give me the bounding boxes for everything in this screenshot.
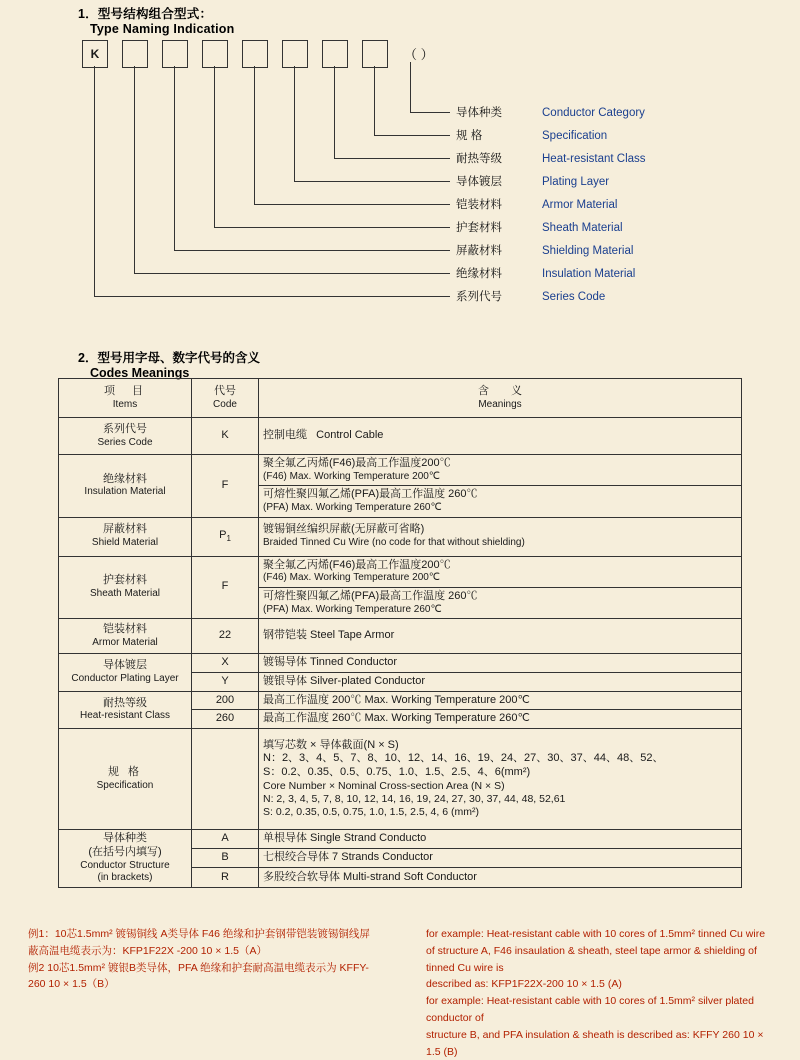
leader-hline-heat-class [334,158,450,159]
table-row [59,455,742,486]
note-en-line-1: for example: Heat-resistant cable with 10 cores of 1.5mm² tinned Cu wire [426,928,766,940]
row-insulation-item-en: Insulation Material [84,486,166,498]
row-heat-meaning-1: 最高工作温度 200℃ Max. Working Temperature 200℃ [259,691,742,710]
row-sheath-code: F [192,556,259,619]
legend-shielding-material-en: Shielding Material [542,245,634,257]
header-meanings-cn: 含 义 [478,384,522,397]
row-shield-item-cn: 屏蔽材料 [103,523,147,536]
row-series-code-item-en: Series Code [97,436,153,448]
row-armor-item-cn: 铠装材料 [103,622,147,635]
table-row [59,654,742,673]
row-spec-code [192,729,259,830]
code-box-shielding [162,40,188,68]
row-heat-item-cn: 耐热等级 [103,696,147,709]
legend-series-code [456,288,605,304]
header-items-cn: 项 目 [104,384,146,397]
row-sheath-meaning-1 [259,556,742,587]
row-series-code-meaning-en: Control Cable [316,429,384,442]
legend-armor-material-en: Armor Material [542,199,618,211]
leader-hline-sheath [214,227,450,228]
legend-insulation-material-cn: 绝缘材料 [456,268,502,280]
legend-insulation-material-en: Insulation Material [542,268,636,280]
leader-hline-conductor [410,112,450,113]
code-box-heat-class [322,40,348,68]
row-series-code-item-cn: 系列代号 [103,422,147,435]
row-plating-meaning-1: 镀锡导体 Tinned Conductor [259,654,742,673]
section1-title-cn: 型号结构组合型式： [97,7,213,21]
table-row [59,691,742,710]
header-meanings [259,379,742,418]
row-sheath-meaning-2-en: (PFA) Max. Working Temperature 260℃ [263,603,442,615]
leader-hline-armor [254,204,450,205]
legend-sheath-material-cn: 护套材料 [456,222,502,234]
header-items [59,379,192,418]
row-armor-meaning: 钢带铠装 Steel Tape Armor [259,619,742,654]
row-armor-code: 22 [192,619,259,654]
row-spec-item [59,729,192,830]
leader-hline-insulation [134,273,450,274]
code-box-series: K [82,40,108,68]
row-shield-code-subscript: 1 [226,534,231,544]
row-insulation-meaning-2-en: (PFA) Max. Working Temperature 260℃ [263,502,442,513]
code-box-armor [242,40,268,68]
row-conductor-item [59,830,192,888]
table-row [59,830,742,849]
row-insulation-code: F [192,455,259,518]
spec-line-2: N：2、3、4、5、7、8、10、12、14、16、19、24、27、30、37、44、48、52、 [263,752,664,765]
row-heat-code-1: 200 [192,691,259,710]
row-shield-code: $P_1$ [192,517,259,556]
row-conductor-code-2: B [192,849,259,868]
leader-vline-specification [374,66,375,135]
row-armor-item-en: Armor Material [92,636,158,648]
legend-series-code-en: Series Code [542,291,606,303]
row-plating-code-1: X [192,654,259,673]
legend-insulation-material [456,265,635,281]
table-header-row [59,379,742,418]
example-notes-cn [28,926,418,993]
row-plating-item-en: Conductor Plating Layer [71,672,179,684]
legend-conductor-category-en: Conductor Category [542,107,645,119]
section2-title-cn: 型号用字母、数字代号的含义 [97,351,260,365]
leader-vline-conductor [410,62,411,112]
header-items-en: Items [112,398,138,410]
row-plating-item [59,654,192,692]
header-code [192,379,259,418]
legend-series-code-cn: 系列代号 [456,291,502,303]
note-en-line-3: described as: KFP1F22X-200 10 × 1.5 (A) [426,978,622,991]
row-sheath-meaning-2-cn: 可熔性聚四氟乙烯(PFA)最高工作温度 260℃ [263,589,478,602]
table-row [59,418,742,455]
section2-number: 2． [78,351,98,365]
legend-conductor-category [456,104,645,120]
row-shield-meaning-en: Braided Tinned Cu Wire (no code for that without shielding) [263,537,525,549]
row-conductor-meaning-2: 七根绞合导体 7 Strands Conductor [259,849,742,868]
legend-specification-cn: 规 格 [456,130,483,142]
row-shield-item-en: Shield Material [91,537,159,549]
row-conductor-item-en: Conductor Structure [80,859,170,871]
row-shield-meaning-cn: 镀锡铜丝编织屏蔽(无屏蔽可省略) [263,523,425,536]
note-en-line-2: of structure A, F46 insaulation & sheath, steel tape armor & shielding of tinned Cu wire is [426,944,757,974]
row-insulation-item-cn: 绝缘材料 [103,472,147,485]
code-box-sheath [202,40,228,68]
header-code-cn: 代号 [214,384,236,397]
spec-line-3: S：0.2、0.35、0.5、0.75、1.0、1.5、2.5、4、6(mm²) [263,766,531,779]
row-conductor-code-1: A [192,830,259,849]
section2-title-en: Codes Meanings [90,366,190,380]
leader-vline-sheath [214,66,215,227]
row-series-code-meaning-cn: 控制电缆 [263,429,307,442]
header-code-en: Code [213,398,237,410]
row-sheath-meaning-2 [259,587,742,618]
legend-shielding-material-cn: 屏蔽材料 [456,245,502,257]
row-insulation-meaning-2 [259,486,742,517]
legend-armor-material-cn: 铠装材料 [456,199,502,211]
row-insulation-meaning-1-cn: 聚全氟乙丙烯(F46)最高工作温度200℃ [263,457,451,469]
legend-plating-layer-cn: 导体镀层 [456,176,502,188]
header-meanings-en: Meanings [478,398,522,410]
row-spec-item-cn: 规 格 [107,765,143,778]
leader-vline-heat-class [334,66,335,158]
code-box-plating [282,40,308,68]
row-plating-meaning-2: 镀银导体 Silver-plated Conductor [259,672,742,691]
row-insulation-meaning-2-cn: 可熔性聚四氟乙烯(PFA)最高工作温度 260℃ [263,488,478,501]
row-spec-item-en: Specification [96,779,154,791]
row-conductor-meaning-1: 单根导体 Single Strand Conducto [259,830,742,849]
table-row [59,517,742,556]
code-box-specification [362,40,388,68]
row-conductor-item-cn: 导体种类 [103,832,147,844]
row-heat-code-2: 260 [192,710,259,729]
spec-line-4: Core Number × Nominal Cross-section Area (N × S) [263,779,505,792]
legend-specification [456,127,607,143]
section2-title [78,348,260,380]
note-cn-line-1: 例1：10芯1.5mm² 镀锡铜线 A类导体 F46 绝缘和护套钢带铠装镀锡铜线屏 [28,928,370,940]
leader-vline-insulation [134,66,135,273]
codes-meanings-table [58,378,742,888]
legend-sheath-material [456,219,623,235]
legend-heat-class [456,150,646,166]
note-cn-line-3: 例2 10芯1.5mm² 镀银B类导体，PFA 绝缘和护套耐高温电缆表示为 KFFY- [28,961,369,974]
spec-line-5: N: 2, 3, 4, 5, 7, 8, 10, 12, 14, 16, 19, 24, 27, 30, 37, 44, 48, 52,61 [263,793,566,806]
legend-plating-layer [456,173,609,189]
code-box-conductor-brackets: （ ） [404,47,434,62]
leader-hline-shielding [174,250,450,251]
row-sheath-item [59,556,192,619]
row-plating-item-cn: 导体镀层 [103,659,147,672]
legend-shielding-material [456,242,633,258]
legend-heat-class-cn: 耐热等级 [456,153,502,165]
leader-vline-shielding [174,66,175,250]
row-armor-item [59,619,192,654]
note-en-line-5: structure B, and PFA insulation & sheath is described as: KFFY 260 10 × 1.5 (B) [426,1028,764,1058]
type-naming-diagram [0,26,800,326]
row-sheath-item-cn: 护套材料 [103,574,147,587]
leader-hline-series [94,296,450,297]
row-heat-meaning-2: 最高工作温度 260℃ Max. Working Temperature 260℃ [259,710,742,729]
leader-hline-specification [374,135,450,136]
row-series-code-meaning [259,418,742,455]
leader-hline-plating [294,181,450,182]
row-heat-item [59,691,192,729]
row-heat-item-en: Heat-resistant Class [79,710,171,722]
note-cn-line-2: 蔽高温电缆表示为：KFP1F22X -200 10 × 1.5（A） [28,944,267,957]
table-row [59,619,742,654]
row-sheath-meaning-1-en: (F46) Max. Working Temperature 200℃ [263,572,441,584]
row-conductor-code-3: R [192,868,259,887]
note-cn-line-4: 260 10 × 1.5（B） [28,978,115,991]
row-sheath-meaning-1-cn: 聚全氟乙丙烯(F46)最高工作温度200℃ [263,558,451,571]
row-conductor-item-cn2: (在括号内填写) [88,845,162,858]
legend-conductor-category-cn: 导体种类 [456,107,502,119]
section1-number: 1． [78,7,98,21]
table-row [59,556,742,587]
section1-title-en: Type Naming Indication [90,22,235,36]
row-spec-meaning [259,729,742,830]
legend-sheath-material-en: Sheath Material [542,222,623,234]
row-sheath-item-en: Sheath Material [89,587,161,599]
row-shield-item [59,517,192,556]
leader-vline-series [94,66,95,296]
spec-line-6: S: 0.2, 0.35, 0.5, 0.75, 1.0, 1.5, 2.5, 4, 6 (mm²) [263,806,479,819]
row-shield-meaning [259,517,742,556]
spec-line-1: 填写芯数 × 导体截面(N × S) [263,738,399,751]
table-row [59,729,742,830]
legend-heat-class-en: Heat-resistant Class [542,153,646,165]
example-notes-en [426,926,772,1060]
row-conductor-item-en2: (in brackets) [97,872,153,883]
legend-plating-layer-en: Plating Layer [542,176,610,188]
row-series-code-code: K [192,418,259,455]
leader-vline-plating [294,66,295,181]
legend-armor-material [456,196,617,212]
row-insulation-meaning-1-en: (F46) Max. Working Temperature 200℃ [263,470,441,482]
note-en-line-4: for example: Heat-resistant cable with 10 cores of 1.5mm² silver plated conductor of [426,995,754,1024]
code-box-insulation [122,40,148,68]
row-plating-code-2: Y [192,672,259,691]
row-insulation-meaning-1 [259,455,742,486]
leader-vline-armor [254,66,255,204]
legend-specification-en: Specification [542,130,608,142]
row-series-code-item [59,418,192,455]
row-insulation-item [59,455,192,518]
row-conductor-meaning-3: 多股绞合软导体 Multi-strand Soft Conductor [259,868,742,887]
